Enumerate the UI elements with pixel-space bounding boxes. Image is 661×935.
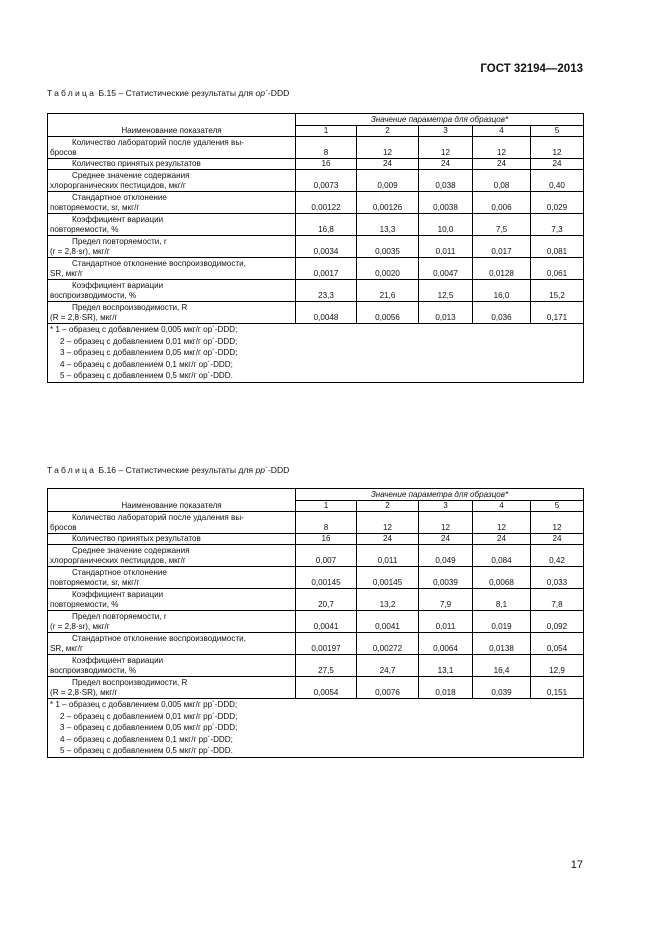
table-row [48,677,584,699]
value-cell: 0,42 [531,545,584,567]
value-cell: 0,007 [296,545,357,567]
caption-substance: pp´ [255,465,268,475]
value-cell: 0,151 [531,677,584,699]
indicator-name [48,192,296,214]
indicator-name-line: хлорорганических пестицидов, мкг/г [50,556,186,565]
value-cell: 24 [473,534,531,545]
sample-number: 1 [296,126,357,137]
caption-tail: -DDD [267,465,290,475]
value-cell: 0,061 [531,258,584,280]
indicator-name-line: Стандартное отклонение воспроизводимости, [72,259,246,268]
caption-label: Таблица [47,88,97,98]
value-cell: 0,0041 [357,611,419,633]
value-cell: 0,011 [419,236,473,258]
value-cell: 0,0047 [419,258,473,280]
value-cell: 0,40 [531,170,584,192]
indicator-name-line: воспроизводимости, % [50,291,137,300]
value-cell: 24 [357,159,419,170]
value-cell: 23,3 [296,280,357,302]
value-cell: 16,4 [473,655,531,677]
table-row [48,236,584,258]
indicator-name-line: Коэффициент вариации [72,590,164,599]
value-cell: 0,019 [473,611,531,633]
indicator-name [48,137,296,159]
header-parameter-value: Значение параметра для образцов* [296,114,584,126]
footnote: 4 – образец с добавлением 0,1 мкг/г op´-DDD; [60,359,233,369]
indicator-name-line: повторяемости, % [50,225,119,234]
value-cell: 24 [419,159,473,170]
value-cell: 0,0020 [357,258,419,280]
value-cell: 7,3 [531,214,584,236]
caption-text: Б.15 – Статистические результаты для [96,88,256,98]
sample-number: 4 [473,501,531,512]
statistics-table [47,488,584,758]
value-cell: 21,6 [357,280,419,302]
indicator-name [48,214,296,236]
table-row [48,280,584,302]
value-cell: 8 [296,137,357,159]
indicator-name-line: Среднее значение содержания [72,171,190,180]
indicator-name-line: Коэффициент вариации [72,215,164,224]
table-row [48,633,584,655]
value-cell: 0,0076 [357,677,419,699]
indicator-name-line: (r = 2,8·sr), мкг/г [50,622,110,631]
caption-text: Б.16 – Статистические результаты для [96,465,256,475]
value-cell: 12 [473,512,531,534]
value-cell: 0,0041 [296,611,357,633]
sample-number: 2 [357,501,419,512]
table-row [48,192,584,214]
value-cell: 7,8 [531,589,584,611]
value-cell: 0,00272 [357,633,419,655]
table-row [48,170,584,192]
value-cell: 10,0 [419,214,473,236]
value-cell: 7,9 [419,589,473,611]
value-cell: 24 [531,534,584,545]
value-cell: 0,049 [419,545,473,567]
value-cell: 0,038 [419,170,473,192]
value-cell: 0,054 [531,633,584,655]
value-cell: 0,013 [419,302,473,324]
value-cell: 12 [531,137,584,159]
value-cell: 0,00145 [296,567,357,589]
indicator-name-line: воспроизводимости, % [50,666,137,675]
value-cell: 27,5 [296,655,357,677]
indicator-name-line: (r = 2,8·sr), мкг/г [50,247,110,256]
indicator-name-line: SR, мкг/г [50,269,83,278]
indicator-name-line: SR, мкг/г [50,644,83,653]
indicator-name-line: Стандартное отклонение [72,193,167,202]
value-cell: 8 [296,512,357,534]
value-cell: 0,0073 [296,170,357,192]
indicator-name-line: Предел повторяемости, r [72,237,167,246]
value-cell: 12 [357,137,419,159]
footnote: * 1 – образец с добавлением 0,005 мкг/г pp´-DDD; [50,700,238,709]
footnote: 4 – образец с добавлением 0,1 мкг/г pp´-DDD; [60,734,233,744]
indicator-name-line: Предел повторяемости, r [72,612,167,621]
value-cell: 0,009 [357,170,419,192]
table-row [48,567,584,589]
sample-number: 5 [531,126,584,137]
caption-tail: -DDD [267,88,290,98]
sample-number: 3 [419,501,473,512]
value-cell: 12,5 [419,280,473,302]
indicator-name-line: Стандартное отклонение воспроизводимости, [72,634,246,643]
value-cell: 24 [357,534,419,545]
value-cell: 0,011 [419,611,473,633]
value-cell: 0,0048 [296,302,357,324]
value-cell: 20,7 [296,589,357,611]
value-cell: 0,092 [531,611,584,633]
footnote: 5 – образец с добавлением 0,5 мкг/г pp´-DDD. [60,746,233,755]
indicator-name [48,611,296,633]
indicator-name [48,258,296,280]
table-row [48,214,584,236]
page-number: 17 [570,859,583,871]
value-cell: 0,0068 [473,567,531,589]
value-cell: 16,0 [473,280,531,302]
value-cell: 15,2 [531,280,584,302]
table-caption [47,88,289,98]
value-cell: 0,0038 [419,192,473,214]
value-cell: 24 [419,534,473,545]
value-cell: 8,1 [473,589,531,611]
value-cell: 0,08 [473,170,531,192]
value-cell: 13,3 [357,214,419,236]
standard-code: ГОСТ 32194—2013 [480,63,583,75]
value-cell: 0,081 [531,236,584,258]
indicator-name [48,302,296,324]
table-row [48,258,584,280]
value-cell: 0,017 [473,236,531,258]
sample-number: 1 [296,501,357,512]
footnote: 2 – образец с добавлением 0,01 мкг/г pp´-DDD; [60,711,238,721]
indicator-name-line: повторяемости, % [50,600,119,609]
value-cell: 0,0035 [357,236,419,258]
value-cell: 24,7 [357,655,419,677]
value-cell: 12 [473,137,531,159]
value-cell: 12 [357,512,419,534]
table-row [48,512,584,534]
indicator-name-line: (R = 2,8·SR), мкг/г [50,313,118,322]
table-row [48,589,584,611]
indicator-name-line: Количество принятых результатов [72,534,201,543]
value-cell: 0,039 [473,677,531,699]
indicator-name [48,512,296,534]
caption-substance: op´ [255,88,268,98]
indicator-name-line: Стандартное отклонение [72,568,167,577]
header-parameter-value: Значение параметра для образцов* [296,489,584,501]
footnotes [48,699,584,758]
indicator-name [48,633,296,655]
value-cell: 0,00145 [357,567,419,589]
value-cell: 16 [296,159,357,170]
indicator-name [48,545,296,567]
table-row [48,545,584,567]
indicator-name-line: Количество лабораторий после удаления вы- [72,513,244,522]
footnote: 5 – образец с добавлением 0,5 мкг/г op´-DDD. [60,371,233,380]
footnote: * 1 – образец с добавлением 0,005 мкг/г op´-DDD; [50,325,238,334]
value-cell: 0,006 [473,192,531,214]
value-cell: 0,00122 [296,192,357,214]
indicator-name-line: Коэффициент вариации [72,281,164,290]
indicator-name-line: Предел воспроизводимости, R [72,303,188,312]
indicator-name [48,655,296,677]
table-row [48,302,584,324]
indicator-name [48,280,296,302]
value-cell: 0,0039 [419,567,473,589]
statistics-table [47,113,584,383]
indicator-name-line: Среднее значение содержания [72,546,190,555]
indicator-name [48,589,296,611]
value-cell: 0,011 [357,545,419,567]
indicator-name-line: Количество лабораторий после удаления вы- [72,138,244,147]
indicator-name [48,677,296,699]
footnotes [48,324,584,383]
indicator-name [48,170,296,192]
value-cell: 12 [419,512,473,534]
footnote: 2 – образец с добавлением 0,01 мкг/г op´-DDD; [60,336,238,346]
value-cell: 0,0138 [473,633,531,655]
table-row [48,611,584,633]
header-indicator-name: Наименование показателя [48,114,296,137]
table-row [48,137,584,159]
value-cell: 13,2 [357,589,419,611]
value-cell: 0,018 [419,677,473,699]
sample-number: 4 [473,126,531,137]
indicator-name-line: повторяемости, sr, мкг/г [50,203,140,212]
value-cell: 0,00126 [357,192,419,214]
footnote: 3 – образец с добавлением 0,05 мкг/г op´-DDD; [60,348,238,357]
indicator-name-line: бросов [50,148,77,157]
value-cell: 13,1 [419,655,473,677]
caption-label: Таблица [47,465,97,475]
indicator-name [48,159,296,170]
value-cell: 16 [296,534,357,545]
indicator-name-line: Коэффициент вариации [72,656,164,665]
indicator-name-line: бросов [50,523,77,532]
indicator-name-line: повторяемости, sr, мкг/г [50,578,140,587]
table-row [48,534,584,545]
value-cell: 0,0128 [473,258,531,280]
footnote: 3 – образец с добавлением 0,05 мкг/г pp´-DDD; [60,723,238,732]
indicator-name-line: (R = 2,8·SR), мкг/г [50,688,118,697]
value-cell: 0,033 [531,567,584,589]
table-caption [47,465,289,475]
value-cell: 0,0056 [357,302,419,324]
table-row [48,655,584,677]
value-cell: 7,5 [473,214,531,236]
value-cell: 12 [531,512,584,534]
value-cell: 0,0034 [296,236,357,258]
indicator-name-line: Количество принятых результатов [72,159,201,168]
value-cell: 16,8 [296,214,357,236]
value-cell: 0,036 [473,302,531,324]
value-cell: 24 [473,159,531,170]
sample-number: 2 [357,126,419,137]
value-cell: 12 [419,137,473,159]
value-cell: 0,00197 [296,633,357,655]
value-cell: 0,029 [531,192,584,214]
sample-number: 5 [531,501,584,512]
indicator-name-line: Предел воспроизводимости, R [72,678,188,687]
value-cell: 0,0064 [419,633,473,655]
indicator-name [48,236,296,258]
value-cell: 0,084 [473,545,531,567]
value-cell: 0,0054 [296,677,357,699]
indicator-name [48,567,296,589]
sample-number: 3 [419,126,473,137]
value-cell: 0,171 [531,302,584,324]
table-row [48,159,584,170]
indicator-name-line: хлорорганических пестицидов, мкг/г [50,181,186,190]
value-cell: 24 [531,159,584,170]
indicator-name [48,534,296,545]
header-indicator-name: Наименование показателя [48,489,296,512]
value-cell: 12,9 [531,655,584,677]
value-cell: 0,0017 [296,258,357,280]
